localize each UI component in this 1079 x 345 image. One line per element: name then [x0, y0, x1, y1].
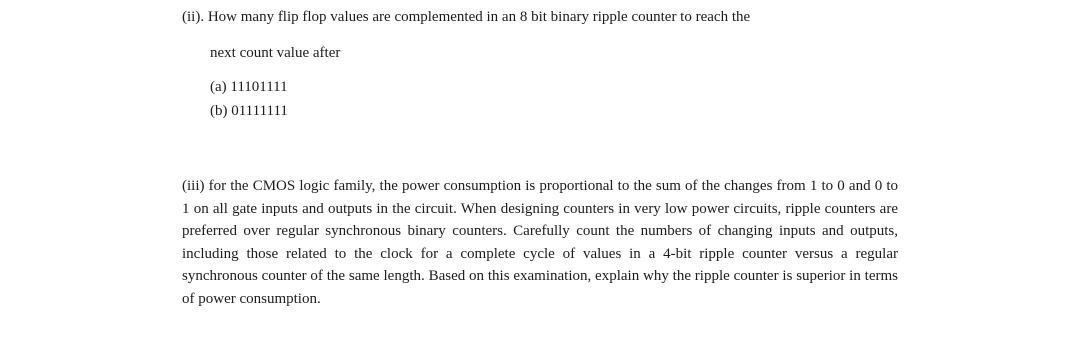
question-iii-paragraph: (iii) for the CMOS logic family, the power consumption is proportional to the sum of the changes from 1 to 0 and 0 to 1 on all gate inputs and outputs in the circuit. When designing counters in very low power circuits, ripple counters are preferred over regular synchronous binary counters. Carefully count the numbers of changing inputs and outputs, including those related to the clock for a complete cycle of values in a 4-bit ripple counter versus a regular synchronous counter of the same length. Based on this examination, explain why the ripple counter is superior in terms of power consumption. — [182, 178, 898, 307]
question-ii-line-2: next count value after — [210, 45, 341, 61]
question-ii-option-a: (a) 11101111 — [210, 79, 288, 95]
question-ii-option-b: (b) 01111111 — [210, 103, 288, 119]
question-ii-line-1: (ii). How many flip flop values are complemented in an 8 bit binary ripple counter to reach the — [182, 9, 751, 25]
